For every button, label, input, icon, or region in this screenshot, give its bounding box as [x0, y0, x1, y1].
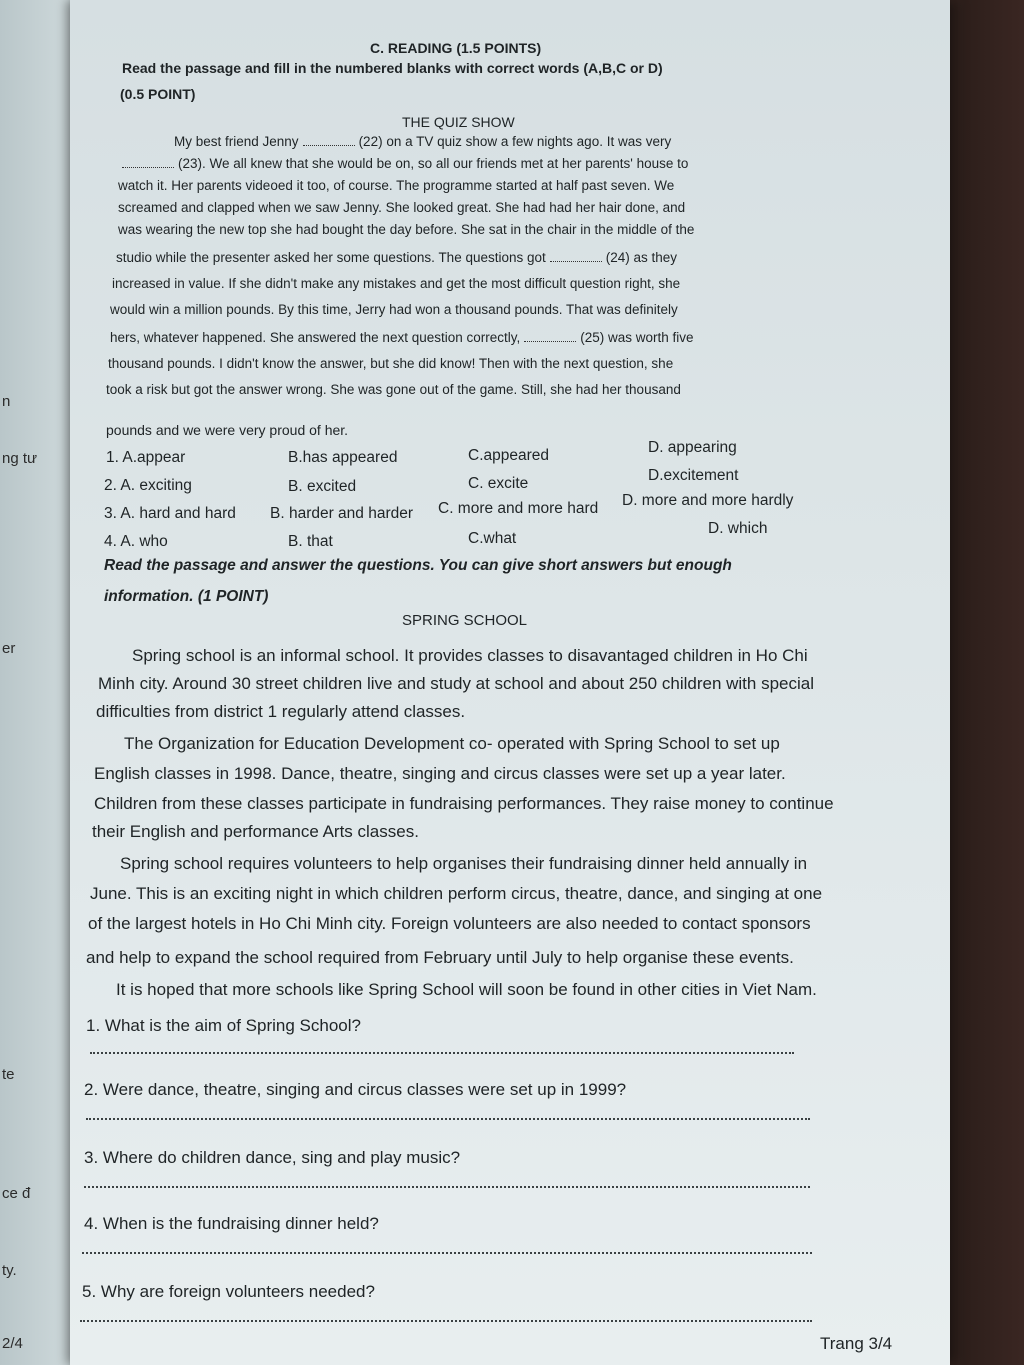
option-1c[interactable]: C.appeared [468, 447, 550, 464]
passage-line: June. This is an exciting night in which children perform circus, theatre, dance, and singing at one [90, 884, 823, 903]
option-2d[interactable]: D.excitement [648, 467, 739, 484]
passage-line: screamed and clapped when we saw Jenny. She looked great. She had had her hair done, and [118, 200, 686, 215]
passage-line: their English and performance Arts classes. [92, 822, 419, 841]
passage-line: increased in value. If she didn't make any mistakes and get the most difficult question right, she [112, 276, 681, 291]
passage-line: Children from these classes participate in fundraising performances. They raise money to continue [94, 794, 834, 813]
side-text: 2/4 [2, 1335, 23, 1352]
option-1a[interactable]: 1. A.appear [106, 449, 186, 466]
passage-line: would win a million pounds. By this time, Jerry had won a thousand pounds. That was definitely [110, 302, 678, 317]
blank-24[interactable] [550, 261, 602, 262]
passage-line: was wearing the new top she had bought the day before. She sat in the chair in the middle of the [118, 222, 695, 237]
side-text: ce đ [2, 1185, 31, 1202]
instructions-answer-questions: Read the passage and answer the questions. You can give short answers but enough [104, 557, 732, 574]
passage-line: The Organization for Education Development co- operated with Spring School to set up [124, 734, 780, 753]
option-4c[interactable]: C.what [468, 530, 517, 547]
option-3a[interactable]: 3. A. hard and hard [104, 505, 236, 522]
passage-line: (23). We all knew that she would be on, so all our friends met at her parents' house to [118, 156, 688, 171]
option-3c[interactable]: C. more and more hard [438, 500, 599, 517]
blank-25[interactable] [524, 341, 576, 342]
question-4: 4. When is the fundraising dinner held? [84, 1214, 379, 1233]
page-number: Trang 3/4 [820, 1334, 893, 1353]
passage-line: studio while the presenter asked her some questions. The questions got (24) as they [116, 250, 678, 265]
answer-line-5[interactable] [80, 1320, 812, 1322]
option-1d[interactable]: D. appearing [648, 439, 737, 456]
question-5: 5. Why are foreign volunteers needed? [82, 1282, 375, 1301]
option-2c[interactable]: C. excite [468, 475, 529, 492]
answer-line-1[interactable] [90, 1052, 794, 1054]
passage-title-2: SPRING SCHOOL [402, 612, 528, 629]
passage-line: took a risk but got the answer wrong. She was gone out of the game. Still, she had her thousand [106, 382, 681, 397]
option-3d[interactable]: D. more and more hardly [622, 492, 794, 509]
passage-line: difficulties from district 1 regularly attend classes. [96, 702, 466, 721]
passage-line: English classes in 1998. Dance, theatre, singing and circus classes were set up a year later. [94, 764, 786, 783]
passage-line: of the largest hotels in Ho Chi Minh city. Foreign volunteers are also needed to contact sponsors [88, 914, 811, 933]
option-3b[interactable]: B. harder and harder [270, 505, 414, 522]
side-text: n [2, 393, 11, 410]
section-title: C. READING (1.5 POINTS) [370, 40, 542, 56]
points-label: (0.5 POINT) [120, 86, 196, 102]
passage-line: Minh city. Around 30 street children live and study at school and about 250 children with special [98, 674, 814, 693]
passage-line: Spring school is an informal school. It provides classes to disavantaged children in Ho Chi [132, 646, 808, 665]
option-2a[interactable]: 2. A. exciting [104, 477, 192, 494]
points-label-2: information. (1 POINT) [104, 588, 269, 605]
passage-line: Spring school requires volunteers to help organises their fundraising dinner held annually in [120, 854, 808, 873]
passage-line: My best friend Jenny (22) on a TV quiz show a few nights ago. It was very [174, 134, 672, 149]
answer-line-4[interactable] [82, 1252, 812, 1254]
answer-line-2[interactable] [86, 1118, 810, 1120]
option-4a[interactable]: 4. A. who [104, 533, 168, 550]
option-4b[interactable]: B. that [288, 533, 333, 550]
side-text: er [2, 640, 16, 657]
passage-line: pounds and we were very proud of her. [106, 422, 349, 438]
blank-22[interactable] [303, 145, 355, 146]
side-text: te [2, 1066, 15, 1083]
question-2: 2. Were dance, theatre, singing and circus classes were set up in 1999? [84, 1080, 627, 1099]
answer-line-3[interactable] [84, 1186, 810, 1188]
question-3: 3. Where do children dance, sing and play music? [84, 1148, 461, 1167]
passage-line: watch it. Her parents videoed it too, of course. The programme started at half past seven. We [118, 178, 675, 193]
option-4d[interactable]: D. which [708, 520, 768, 537]
passage-line: hers, whatever happened. She answered the next question correctly, (25) was worth five [110, 330, 694, 345]
blank-23[interactable] [122, 167, 174, 168]
passage-line: It is hoped that more schools like Spring School will soon be found in other cities in Viet Nam. [116, 980, 817, 999]
option-1b[interactable]: B.has appeared [288, 449, 398, 466]
passage-line: and help to expand the school required from February until July to help organise these events. [86, 948, 794, 967]
worksheet-page [70, 0, 950, 1365]
option-2b[interactable]: B. excited [288, 478, 357, 495]
passage-title: THE QUIZ SHOW [402, 114, 515, 130]
side-text: ng tư [2, 450, 38, 467]
passage-line: thousand pounds. I didn't know the answer, but she did know! Then with the next question, she [108, 356, 674, 371]
instructions-fill-blanks: Read the passage and fill in the numbered blanks with correct words (A,B,C or D) [122, 60, 663, 76]
question-1: 1. What is the aim of Spring School? [86, 1016, 361, 1035]
side-text: ty. [2, 1262, 17, 1279]
